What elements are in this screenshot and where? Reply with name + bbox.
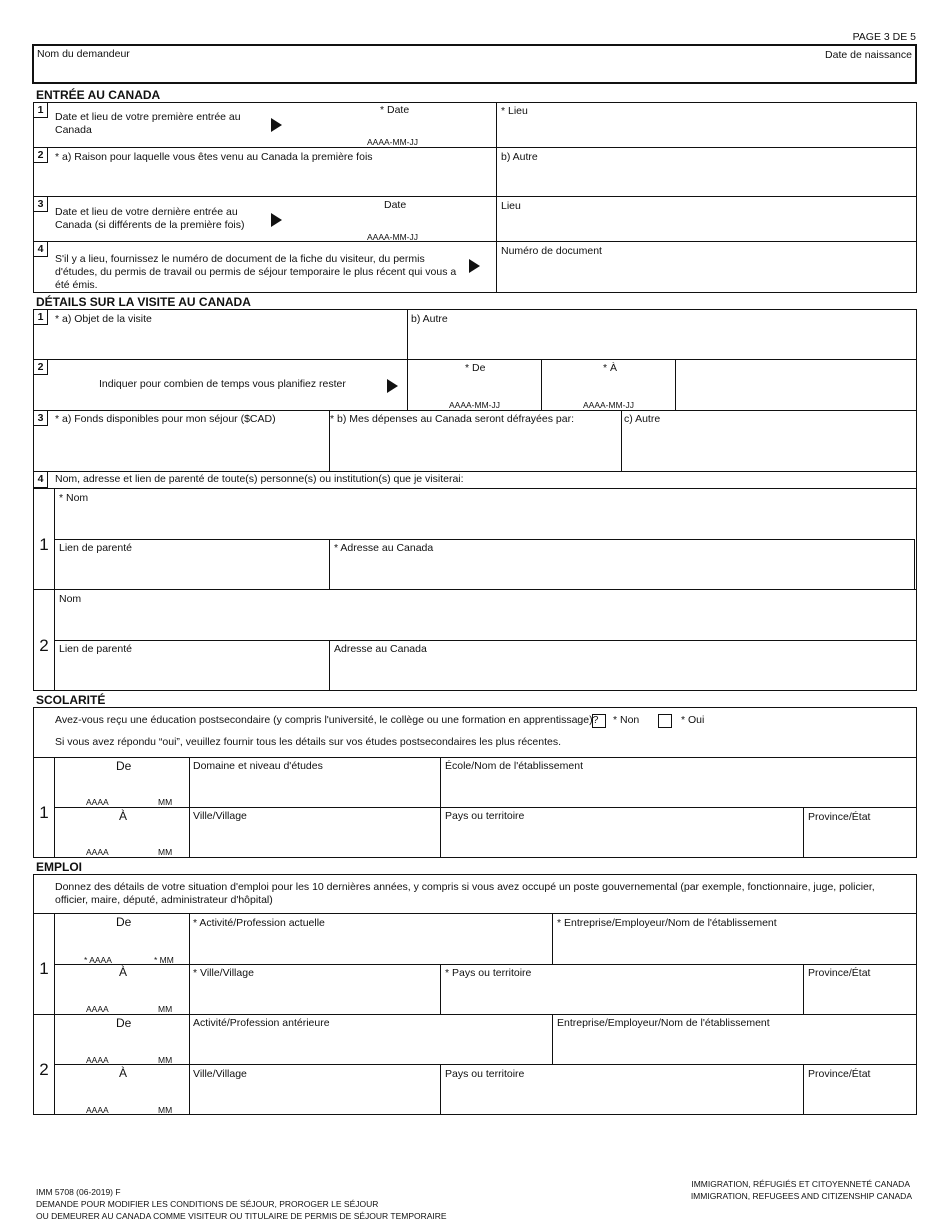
department-name-en: IMMIGRATION, REFUGEES AND CITIZENSHIP CANADA (690, 1191, 912, 1201)
visit-q1-other-label: b) Autre (411, 313, 448, 325)
person-1-name-label: * Nom (59, 492, 89, 504)
education-province-input[interactable] (804, 824, 916, 857)
education-field-label: Domaine et niveau d'études (193, 760, 323, 772)
employment-2-to-label: À (119, 1066, 128, 1080)
visit-to-format: AAAA-MM-JJ (583, 400, 634, 410)
entry-q4-number: 4 (34, 242, 48, 257)
visit-purpose-other-input[interactable] (408, 327, 916, 358)
employment-1-country-select[interactable] (441, 981, 802, 1013)
employment-1-from-yyyy: * AAAA (84, 955, 112, 965)
arrow-right-icon (469, 259, 480, 273)
entry-q2-reason-input[interactable] (48, 165, 495, 195)
education-to-yyyy: AAAA (86, 847, 109, 857)
visit-from-label: * De (465, 362, 486, 374)
education-question: Avez-vous reçu une éducation postsecondaire (y compris l'université, le collège ou une formation en apprentissage)? (55, 714, 599, 726)
arrow-right-icon (387, 379, 398, 393)
department-name-fr: IMMIGRATION, RÉFUGIÉS ET CITOYENNETÉ CANADA (691, 1179, 910, 1189)
education-yes-checkbox[interactable] (658, 714, 672, 728)
employment-2-activity-label: Activité/Profession antérieure (193, 1017, 330, 1029)
employment-2-city-label: Ville/Village (193, 1068, 247, 1080)
employment-row-1-number: 1 (39, 959, 49, 978)
visit-from-date-input[interactable] (408, 377, 541, 397)
education-field-input[interactable] (190, 774, 439, 806)
visit-paid-other-input[interactable] (622, 428, 916, 470)
education-country-label: Pays ou territoire (445, 810, 525, 822)
employment-2-to-date-input[interactable] (55, 1083, 188, 1103)
arrow-right-icon (271, 213, 282, 227)
employment-1-activity-label: * Activité/Profession actuelle (193, 917, 325, 929)
entry-q1-number: 1 (34, 103, 48, 118)
entry-q3-date-format: AAAA-MM-JJ (367, 232, 418, 242)
entry-q1-place-input[interactable] (497, 118, 916, 146)
employment-2-country-select[interactable] (441, 1082, 802, 1114)
visit-to-date-input[interactable] (542, 377, 675, 397)
entry-q3-number: 3 (34, 197, 48, 212)
applicant-name-label: Nom du demandeur (37, 48, 130, 60)
entry-q1-label: Date et lieu de votre première entrée au Canada (55, 111, 241, 136)
employment-1-from-label: De (116, 915, 132, 929)
employment-section-title: EMPLOI (36, 860, 83, 874)
employment-2-country-label: Pays ou territoire (445, 1068, 525, 1080)
employment-2-city-input[interactable] (190, 1082, 439, 1114)
entry-q3-label: Date et lieu de votre dernière entrée au Canada (si différents de la première fois) (55, 206, 245, 231)
visit-q1-number: 1 (34, 310, 48, 325)
visit-purpose-input[interactable] (48, 327, 406, 358)
education-to-label: À (119, 809, 128, 823)
employment-2-province-label: Province/État (808, 1068, 871, 1080)
entry-q2-other-input[interactable] (497, 165, 916, 195)
entry-q3-place-input[interactable] (497, 213, 916, 240)
employment-1-to-date-input[interactable] (55, 982, 188, 1002)
employment-1-province-label: Province/État (808, 967, 871, 979)
entry-q4-doc-input[interactable] (497, 259, 916, 292)
visit-q2-number: 2 (34, 360, 48, 375)
entry-q4-label: S'il y a lieu, fournissez le numéro de document de la fiche du visiteur, du permis d'études, du permis de travail ou permis de séjour temporaire le plus récent qui vous a été émis. (55, 253, 457, 291)
employment-1-country-label: * Pays ou territoire (445, 967, 532, 979)
employment-2-to-mm: MM (158, 1105, 173, 1115)
employment-2-from-label: De (116, 1016, 132, 1030)
employment-2-from-date-input[interactable] (55, 1033, 188, 1053)
person-2-name-input[interactable] (55, 607, 916, 639)
employment-1-activity-input[interactable] (190, 931, 551, 963)
education-from-mm: MM (158, 797, 173, 807)
entry-q2-number: 2 (34, 148, 48, 163)
education-from-label: De (116, 759, 132, 773)
employment-1-city-label: * Ville/Village (193, 967, 254, 979)
education-school-label: École/Nom de l'établissement (445, 760, 583, 772)
employment-2-employer-input[interactable] (553, 1031, 916, 1063)
arrow-right-icon (271, 118, 282, 132)
person-2-relation-label: Lien de parenté (59, 643, 132, 655)
person-1-relation-input[interactable] (55, 556, 328, 588)
employment-1-from-mm: * MM (154, 955, 174, 965)
person-2-relation-input[interactable] (55, 657, 328, 690)
employment-2-employer-label: Entreprise/Employeur/Nom de l'établissement (557, 1017, 770, 1029)
entry-q1-date-input[interactable] (300, 117, 495, 135)
employment-1-from-date-input[interactable] (55, 932, 188, 952)
education-from-date-input[interactable] (55, 775, 188, 795)
employment-1-province-input[interactable] (804, 981, 916, 1013)
visit-paid-by-select[interactable] (330, 428, 620, 470)
visit-funds-input[interactable] (48, 428, 328, 470)
employment-2-to-yyyy: AAAA (86, 1105, 109, 1115)
entry-q2-other-label: b) Autre (501, 151, 538, 163)
entry-q3-date-input[interactable] (300, 212, 495, 230)
employment-2-from-mm: MM (158, 1055, 173, 1065)
page-number: PAGE 3 DE 5 (852, 31, 916, 43)
employment-2-province-input[interactable] (804, 1082, 916, 1114)
entry-q3-place-label: Lieu (501, 200, 521, 212)
education-city-label: Ville/Village (193, 810, 247, 822)
education-no-checkbox[interactable] (592, 714, 606, 728)
visit-q3-number: 3 (34, 411, 48, 426)
entry-q1-date-format: AAAA-MM-JJ (367, 137, 418, 147)
education-section-title: SCOLARITÉ (36, 693, 106, 707)
date-of-birth-label: Date de naissance (825, 49, 912, 61)
employment-instruction: Donnez des détails de votre situation d'emploi pour les 10 dernières années, y compris si vous avez occupé un poste gouvernemental (par exemple, fonctionnaire, juge, policier, officier, maire, député, administrateur d'hôpital) (55, 881, 875, 906)
person-1-address-label: * Adresse au Canada (334, 542, 434, 554)
visit-funds-label: * a) Fonds disponibles pour mon séjour ($CAD) (55, 413, 276, 425)
entry-q4-doc-label: Numéro de document (501, 245, 602, 257)
education-instruction: Si vous avez répondu “oui”, veuillez fournir tous les détails sur vos études postsecondaires les plus récentes. (55, 736, 562, 748)
education-city-input[interactable] (190, 824, 439, 857)
visit-q4-label: Nom, adresse et lien de parenté de toute(s) personne(s) ou institution(s) que je visiterai: (55, 473, 464, 485)
entry-q2-label: * a) Raison pour laquelle vous êtes venu au Canada la première fois (55, 151, 373, 163)
form-title-line-2: OU DEMEURER AU CANADA COMME VISITEUR OU TITULAIRE DE PERMIS DE SÉJOUR TEMPORAIRE (36, 1211, 447, 1221)
person-2-address-label: Adresse au Canada (334, 643, 427, 655)
entry-section-title: ENTRÉE AU CANADA (36, 88, 161, 102)
education-to-date-input[interactable] (55, 825, 188, 845)
education-yes-label: * Oui (681, 714, 705, 726)
employment-2-from-yyyy: AAAA (86, 1055, 109, 1065)
form-id: IMM 5708 (06-2019) F (36, 1187, 121, 1197)
education-no-label: * Non (613, 714, 640, 726)
employment-1-to-mm: MM (158, 1004, 173, 1014)
visit-from-format: AAAA-MM-JJ (449, 400, 500, 410)
employment-1-city-input[interactable] (190, 981, 439, 1013)
person-1-number: 1 (39, 535, 49, 554)
person-2-address-input[interactable] (330, 657, 916, 690)
visit-q1-label: * a) Objet de la visite (55, 313, 152, 325)
employment-1-employer-label: * Entreprise/Employeur/Nom de l'établissement (557, 917, 777, 929)
entry-q3-date-label: Date (384, 199, 407, 211)
employment-1-employer-input[interactable] (553, 931, 916, 963)
education-row-number: 1 (39, 803, 49, 822)
form-title-line-1: DEMANDE POUR MODIFIER LES CONDITIONS DE SÉJOUR, PROROGER LE SÉJOUR (36, 1199, 379, 1209)
person-1-address-input[interactable] (330, 556, 913, 588)
person-2-name-label: Nom (59, 593, 82, 605)
education-country-select[interactable] (441, 824, 802, 857)
visit-paid-other-label: c) Autre (624, 413, 661, 425)
applicant-header-box[interactable] (32, 44, 917, 84)
person-1-relation-label: Lien de parenté (59, 542, 132, 554)
visit-q4-number: 4 (34, 472, 48, 488)
entry-q1-date-label: * Date (380, 104, 410, 116)
employment-1-to-label: À (119, 965, 128, 979)
employment-2-activity-input[interactable] (190, 1031, 551, 1063)
visit-q2-label: Indiquer pour combien de temps vous planifiez rester (99, 378, 346, 390)
education-from-yyyy: AAAA (86, 797, 109, 807)
visit-paid-by-label: * b) Mes dépenses au Canada seront défrayées par: (330, 413, 574, 425)
employment-row-2-number: 2 (39, 1060, 49, 1079)
education-to-mm: MM (158, 847, 173, 857)
education-province-label: Province/État (808, 811, 871, 823)
employment-1-to-yyyy: AAAA (86, 1004, 109, 1014)
entry-q1-place-label: * Lieu (501, 105, 528, 117)
visit-section-title: DÉTAILS SUR LA VISITE AU CANADA (36, 295, 251, 309)
education-school-input[interactable] (441, 774, 916, 806)
person-2-number: 2 (39, 636, 49, 655)
person-1-name-input[interactable] (55, 506, 916, 538)
visit-to-label: * À (603, 362, 618, 374)
